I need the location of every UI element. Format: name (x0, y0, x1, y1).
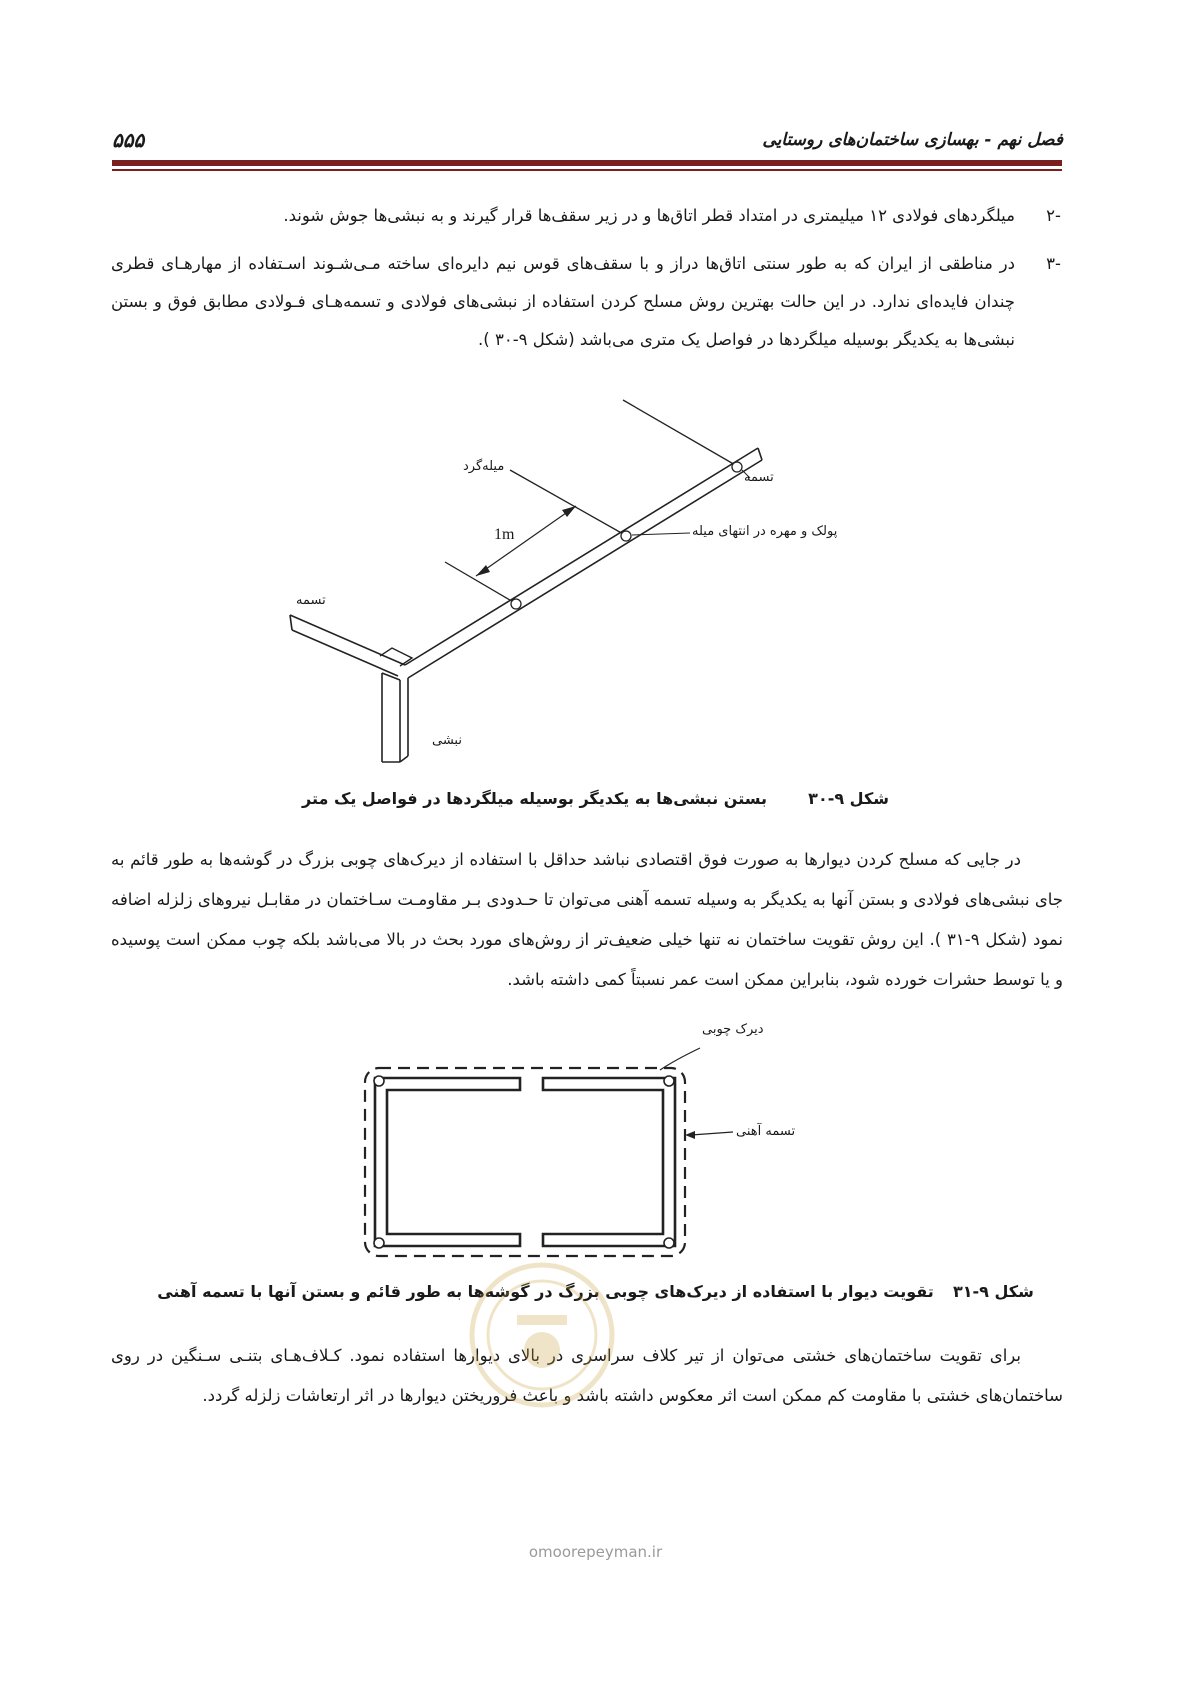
fig30-spacing-label: 1m (494, 526, 515, 543)
header-rule-thin (112, 169, 1062, 171)
figure-31-diagram (355, 1040, 825, 1270)
fig31-post-label: دیرک چوبی (702, 1022, 764, 1037)
figure-30-caption-text: بستن نبشی‌ها به یکدیگر بوسیله میلگردها در فواصل یک متر (302, 789, 768, 808)
figure-31-caption-text: تقویت دیوار با استفاده از دیرک‌های چوبی بزرگ در گوشه‌ها به طور قائم و بستن آنها با تسمه آهنی (157, 1282, 934, 1301)
fig30-strap-top-label: تسمه (744, 470, 774, 485)
watermark-url: omoorepeyman.ir (528, 1543, 663, 1561)
paragraph-2: برای تقویت ساختمان‌های خشتی می‌توان از تیر کلاف سراسری در بالای دیوارها استفاده نمود. کـلاف‌هـای بتنـی سـنگین در روی ساختمان‌های خشتی با مقاومت کم ممکن است اثر معکوس داشته باشد و باعث فروریختن دیوارها در اثر ارتعاشات زلزله گردد. (111, 1346, 1063, 1405)
figure-31-caption-number: شکل ۹-۳۱ (952, 1282, 1034, 1301)
list-item-3 (111, 245, 1061, 359)
figure-30-caption (0, 789, 1191, 808)
list-item-number: -۳ (1046, 254, 1061, 273)
chapter-title: فصل نهم - بهسازی ساختمان‌های روستایی (762, 130, 1063, 150)
page-number: ۵۵۵ (112, 128, 145, 152)
list-item-text: در مناطقی از ایران که به طور سنتی اتاق‌ها دراز و با سقف‌های قوس نیم دایره‌ای ساخته مـی‌شـوند اسـتفاده از مهارهـای قطری چندان فایده‌ای ندارد. در این حالت بهترین روش مسلح کردن استفاده از نبشی‌های فولادی و تسمه‌هـای فـولادی مطابق فوق و بستن نبشی‌ها به یکدیگر بوسیله میلگردها در فواصل یک متری می‌باشد (شکل ۹-۳۰ ). (111, 254, 1015, 349)
list-item-2 (111, 197, 1061, 235)
fig30-angle-label: نبشی (432, 733, 462, 748)
list-item-number: -۲ (1046, 206, 1061, 225)
figure-30-caption-number: شکل ۹-۳۰ (808, 789, 889, 808)
header-rule-thick (112, 160, 1062, 166)
fig30-strap-left-label: تسمه (296, 593, 326, 608)
fig30-rod-label: میله‌گرد (463, 459, 505, 474)
fig30-bolt-label: پولک و مهره در انتهای میله (692, 524, 838, 539)
list-item-text: میلگردهای فولادی ۱۲ میلیمتری در امتداد قطر اتاق‌ها و در زیر سقف‌ها قرار گیرند و به نبشی‌ها جوش شوند. (283, 206, 1015, 225)
paragraph-1: در جایی که مسلح کردن دیوارها به صورت فوق اقتصادی نباشد حداقل با استفاده از دیرک‌های چوبی بزرگ در گوشه‌ها به طور قائم به جای نبشی‌های فولادی و بستن آنها به یکدیگر به وسیله تسمه آهنی می‌توان تا حـدودی بـر مقاومـت سـاختمان در مقابـل نیروهای زلزله اضافه نمود (شکل ۹-۳۱ ). این روش تقویت ساختمان نه تنها خیلی ضعیف‌تر از روش‌های مورد بحث در بالا می‌باشد بلکه چوب ممکن است پوسیده و یا توسط حشرات خورده شود، بنابراین ممکن است عمر نسبتاً کمی داشته باشد. (111, 850, 1063, 989)
figure-30-diagram (280, 390, 920, 780)
fig31-strap-label: تسمه آهنی (736, 1124, 796, 1139)
watermark-seal-icon (462, 1255, 622, 1415)
